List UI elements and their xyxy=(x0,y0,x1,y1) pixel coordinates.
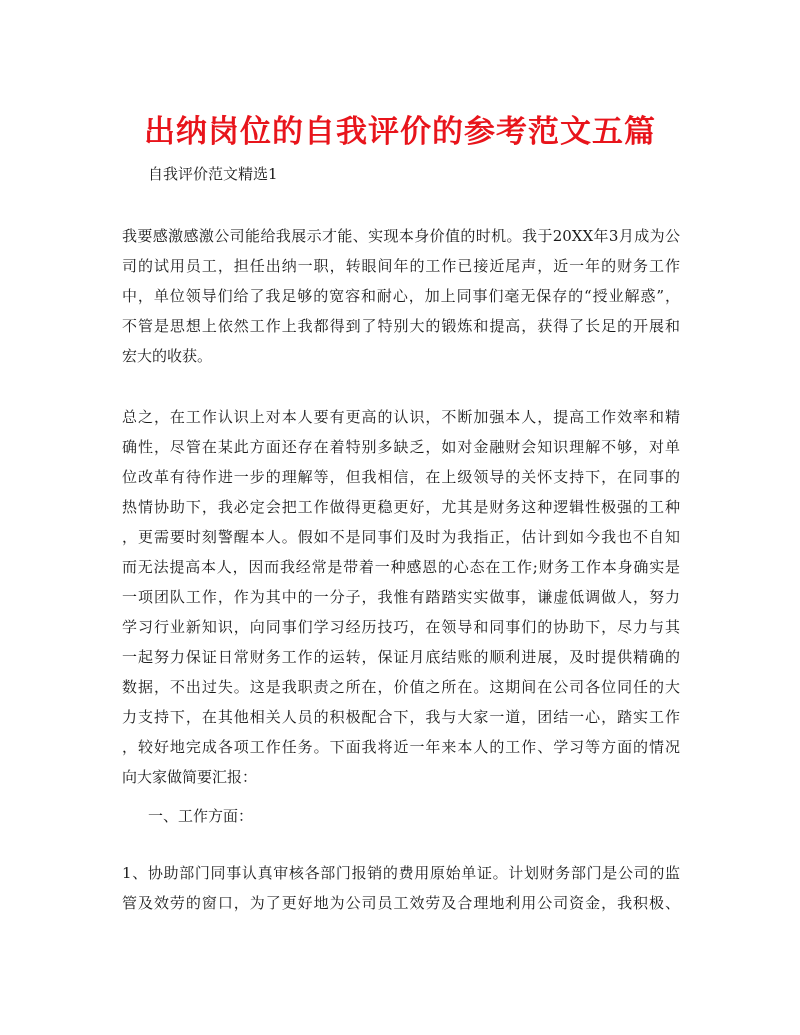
paragraph-summary xyxy=(122,402,680,792)
text-line: 一起努力保证日常财务工作的运转，保证月底结账的顺利进展，及时提供精确的 xyxy=(122,648,680,666)
text-line: 我要感激感激公司能给我展示才能、实现本身价值的时机。我于20XX年3月成为公 xyxy=(122,227,680,245)
text-line: 数据，不出过失。这是我职责之所在，价值之所在。这期间在公司各位同任的大 xyxy=(122,678,680,696)
text-line: 总之，在工作认识上对本人要有更高的认识，不断加强本人，提高工作效率和精 xyxy=(122,408,680,426)
text-line: 学习行业新知识，向同事们学习经历技巧，在领导和同事们的协助下，尽力与其 xyxy=(122,618,680,636)
text-line: 位改革有待作进一步的理解等，但我相信，在上级领导的关怀支持下，在同事的 xyxy=(122,468,680,486)
text-line: 力支持下，在其他相关人员的积极配合下，我与大家一道，团结一心，踏实工作 xyxy=(122,708,680,726)
text-line: 一项团队工作，作为其中的一分子，我惟有踏踏实实做事，谦虚低调做人，努力 xyxy=(122,588,680,606)
section-heading-work: 一、工作方面： xyxy=(148,807,254,825)
text-line: 向大家做简要汇报： xyxy=(122,768,258,786)
text-line: 而无法提高本人，因而我经常是带着一种感恩的心态在工作;财务工作本身确实是 xyxy=(122,558,680,576)
paragraph-work-item-1 xyxy=(122,858,680,918)
text-line: 不管是思想上依然工作上我都得到了特别大的锻炼和提高，获得了长足的开展和 xyxy=(122,317,680,335)
text-line: 热情协助下，我必定会把工作做得更稳更好，尤其是财务这种逻辑性极强的工种 xyxy=(122,498,680,516)
text-line: ，更需要时刻警醒本人。假如不是同事们及时为我指正，估计到如今我也不自知 xyxy=(122,528,680,546)
text-line: 司的试用员工，担任出纳一职，转眼间年的工作已接近尾声，近一年的财务工作 xyxy=(122,257,680,275)
text-line: ，较好地完成各项工作任务。下面我将近一年来本人的工作、学习等方面的情况 xyxy=(122,738,680,756)
text-line: 确性，尽管在某此方面还存在着特别多缺乏，如对金融财会知识理解不够，对单 xyxy=(122,438,680,456)
section-subtitle: 自我评价范文精选1 xyxy=(148,165,278,183)
paragraph-intro xyxy=(122,221,680,371)
text-line: 1、协助部门同事认真审核各部门报销的费用原始单证。计划财务部门是公司的监 xyxy=(122,864,680,882)
text-line: 中，单位领导们给了我足够的宽容和耐心，加上同事们毫无保存的“授业解惑”， xyxy=(122,287,680,305)
text-line: 宏大的收获。 xyxy=(122,347,213,365)
page-title: 出纳岗位的自我评价的参考范文五篇 xyxy=(144,114,656,150)
text-line: 管及效劳的窗口，为了更好地为公司员工效劳及合理地利用公司资金，我积极、 xyxy=(122,894,680,912)
